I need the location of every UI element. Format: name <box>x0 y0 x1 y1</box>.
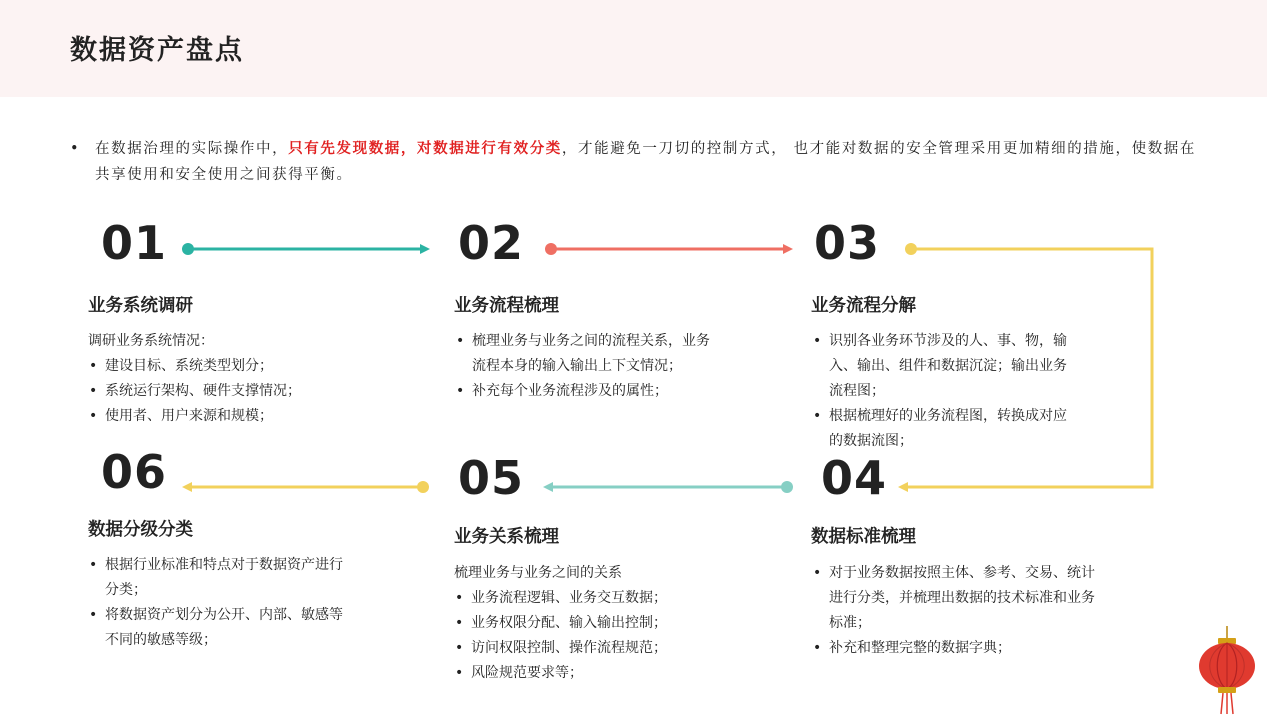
step-title-06: 数据分级分类 <box>88 520 193 540</box>
bullet-icon: • <box>70 141 81 157</box>
list-item: • 梳理业务与业务之间的流程关系，业务流程本身的输入输出上下文情况； <box>455 329 720 379</box>
red-lantern-icon <box>1196 626 1258 716</box>
step-list-06 <box>88 553 356 653</box>
intro-highlight: 只有先发现数据，对数据进行有效分类 <box>288 140 562 157</box>
list-item: • 对于业务数据按照主体、参考、交易、统计进行分类，并梳理出数据的技术标准和业务标准； <box>812 561 1102 636</box>
list-item: • 业务权限分配、输入输出控制； <box>454 611 754 636</box>
step-title-05: 业务关系梳理 <box>454 527 559 547</box>
step-intro-01: 调研业务系统情况： <box>88 333 214 349</box>
connector-05-06 <box>182 481 429 493</box>
connector-01-02 <box>182 243 430 255</box>
list-item: • 识别各业务环节涉及的人、事、物，输入、输出、组件和数据沉淀；输出业务流程图； <box>812 329 1080 404</box>
step-number-01: 01 <box>101 216 168 270</box>
step-title-01: 业务系统调研 <box>88 296 193 316</box>
step-intro-05: 梳理业务与业务之间的关系 <box>454 565 622 581</box>
connector-04-05 <box>543 481 793 493</box>
step-number-04: 04 <box>821 451 888 505</box>
step-number-03: 03 <box>814 216 881 270</box>
step-list-02 <box>455 329 720 404</box>
step-body-05 <box>454 561 754 686</box>
step-number-02: 02 <box>458 216 525 270</box>
step-body-01 <box>88 329 378 429</box>
step-body-04 <box>812 561 1102 661</box>
step-body-03 <box>812 329 1080 454</box>
step-title-04: 数据标准梳理 <box>811 527 916 547</box>
list-item: • 业务流程逻辑、业务交互数据； <box>454 586 754 611</box>
list-item: • 使用者、用户来源和规模； <box>88 404 378 429</box>
page-title: 数据资产盘点 <box>70 35 244 66</box>
step-list-03 <box>812 329 1080 454</box>
step-number-05: 05 <box>458 451 525 505</box>
list-item: • 根据梳理好的业务流程图，转换成对应的数据流图； <box>812 404 1080 454</box>
list-item: • 补充和整理完整的数据字典； <box>812 636 1102 661</box>
step-title-02: 业务流程梳理 <box>454 296 559 316</box>
connector-02-03 <box>545 243 793 255</box>
step-title-03: 业务流程分解 <box>811 296 916 316</box>
step-list-05 <box>454 586 754 686</box>
step-list-04 <box>812 561 1102 661</box>
list-item: • 风险规范要求等； <box>454 661 754 686</box>
step-number-06: 06 <box>101 445 168 499</box>
list-item: • 系统运行架构、硬件支撑情况； <box>88 379 378 404</box>
list-item: • 建设目标、系统类型划分； <box>88 354 378 379</box>
list-item: • 将数据资产划分为公开、内部、敏感等不同的敏感等级； <box>88 603 356 653</box>
intro-before: 在数据治理的实际操作中， <box>95 141 289 157</box>
intro-after: ，才能避免一刀切的控制方式， 也才能对数据的安全管理采用更加精细的措施，使数据在共享使用和安全使用之间获得平衡。 <box>95 141 1197 183</box>
step-list-01 <box>88 354 378 429</box>
step-body-02 <box>455 329 720 404</box>
list-item: • 根据行业标准和特点对于数据资产进行分类； <box>88 553 356 603</box>
list-item: • 补充每个业务流程涉及的属性； <box>455 379 720 404</box>
list-item: • 访问权限控制、操作流程规范； <box>454 636 754 661</box>
step-body-06 <box>88 553 356 653</box>
